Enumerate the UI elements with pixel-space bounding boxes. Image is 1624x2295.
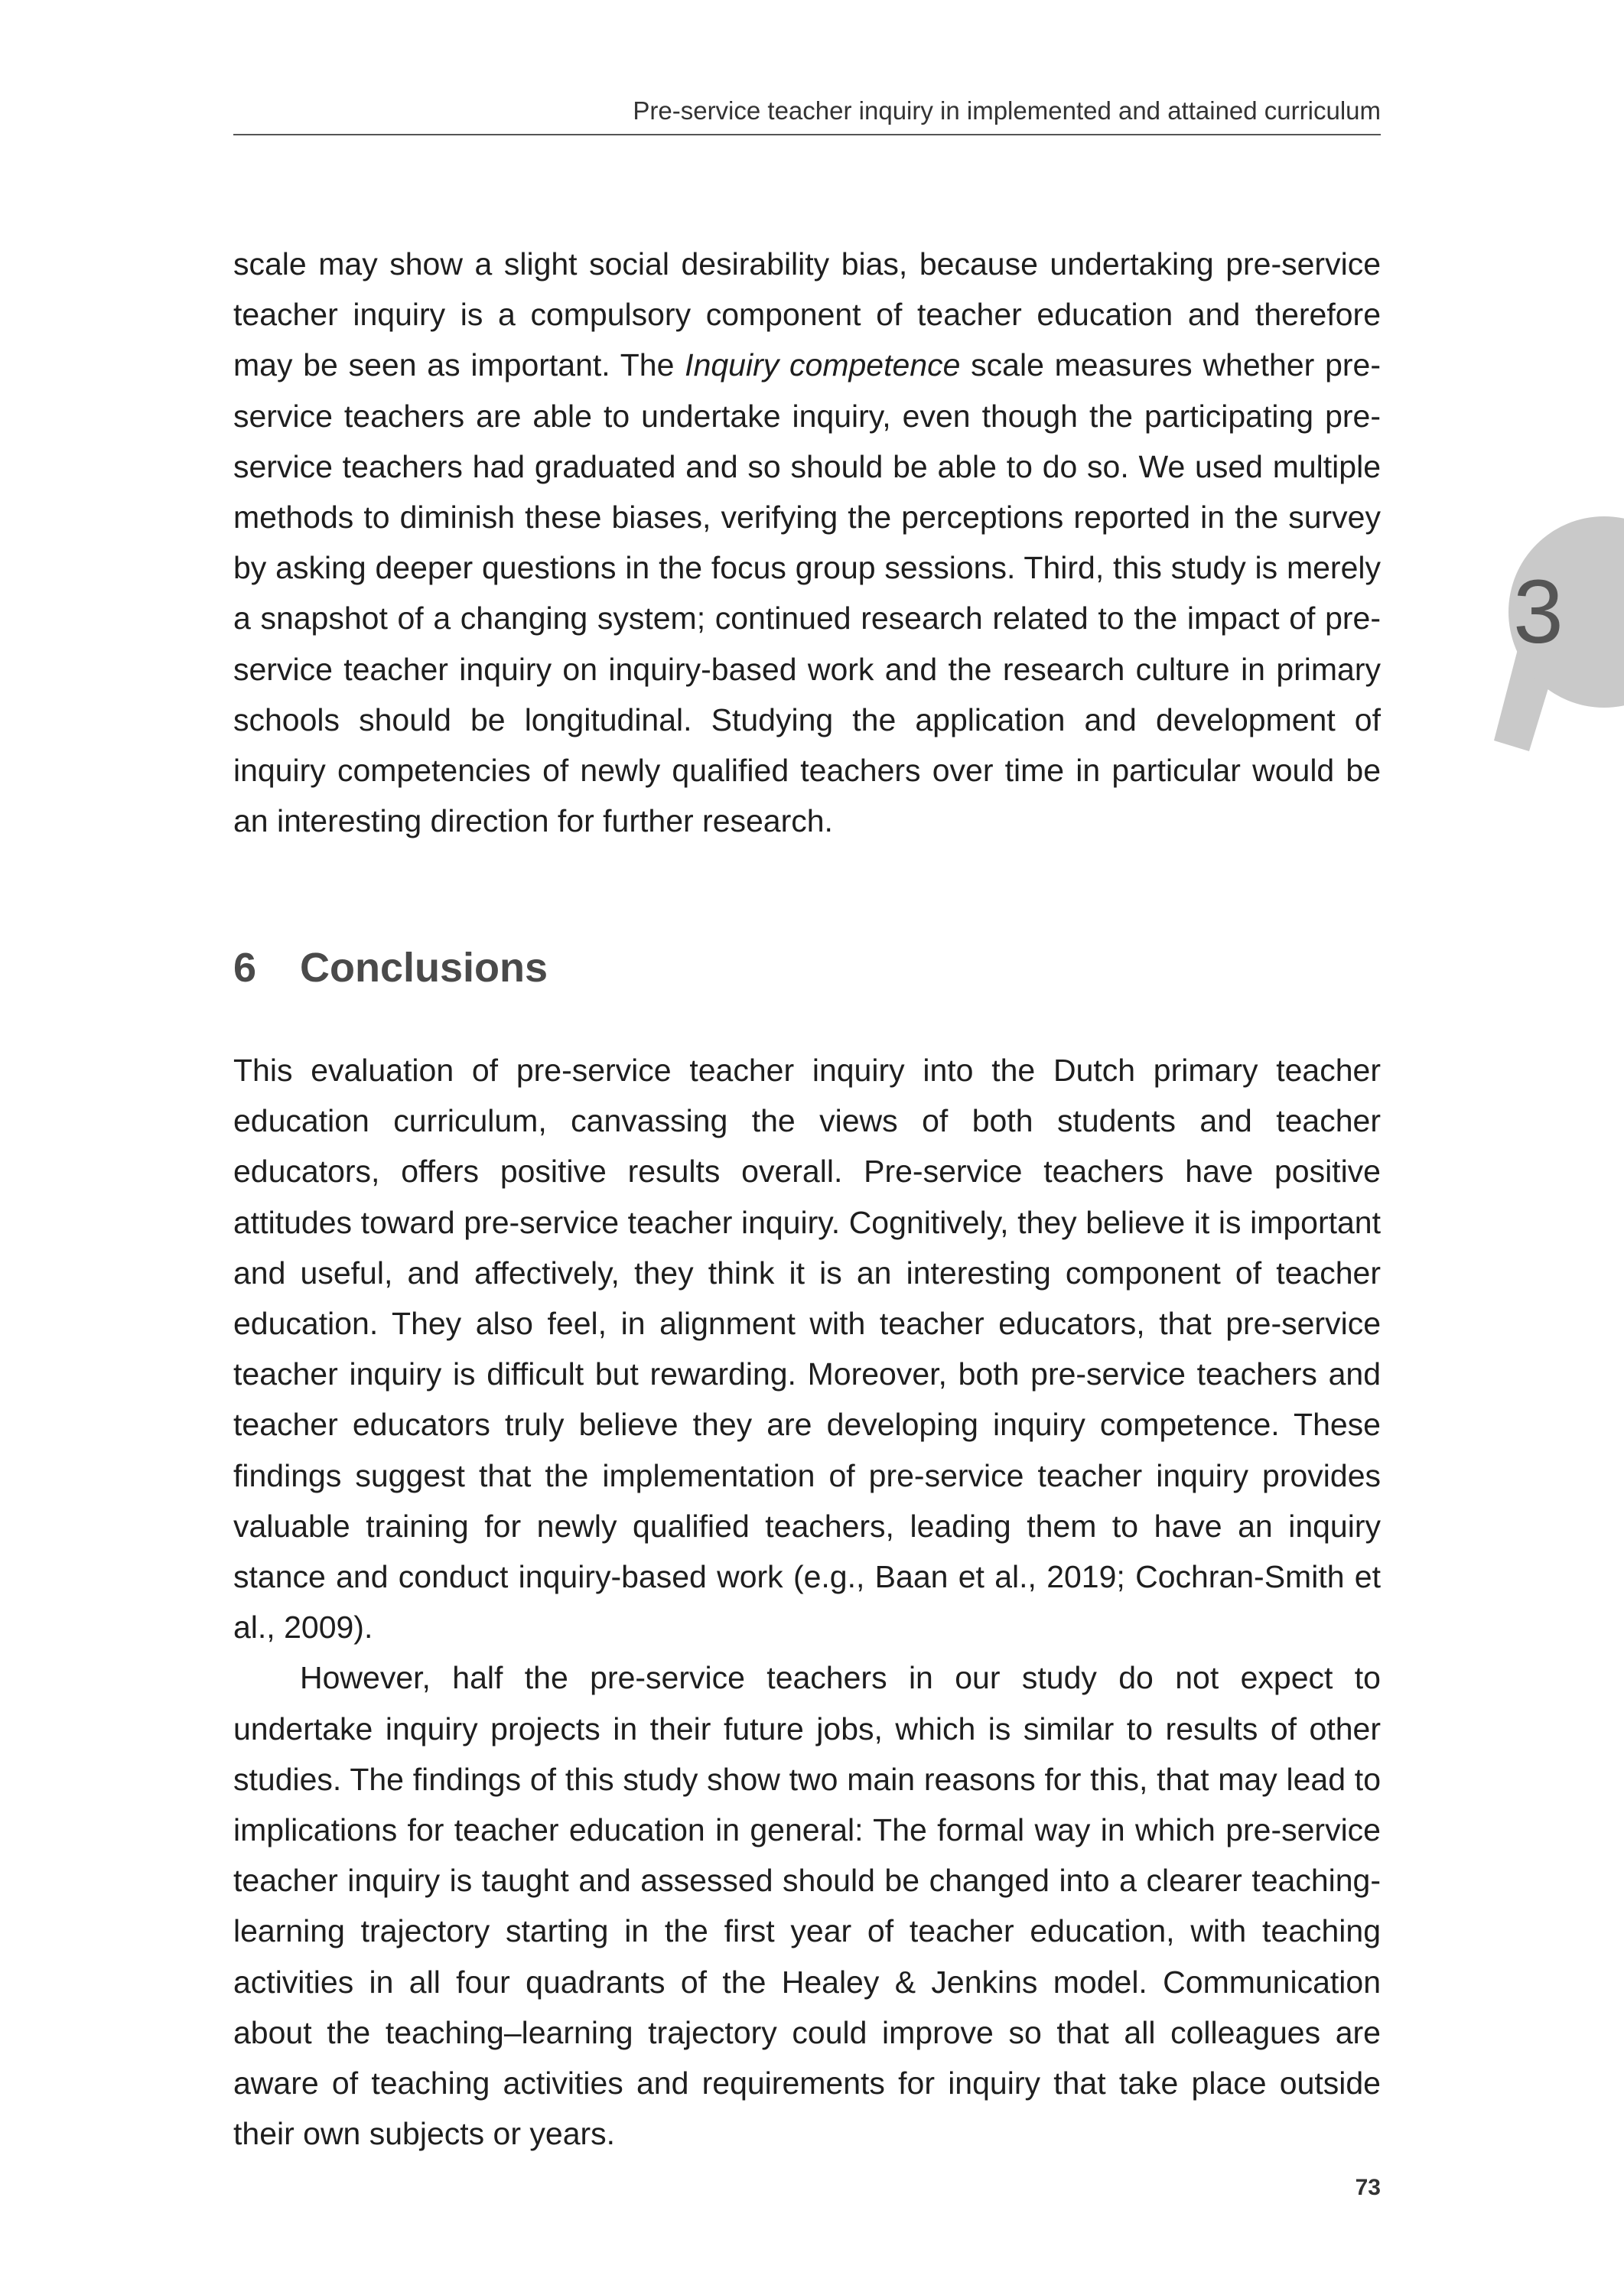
section-heading bbox=[233, 937, 1381, 998]
paragraph-text: scale may show a slight social desirability bias, because undertaking pre-service teacher inquiry is a compulsory component of teacher education and therefore may be seen as important. The bbox=[233, 246, 1381, 383]
paragraph: This evaluation of pre-service teacher inquiry into the Dutch primary teacher education curriculum, canvassing the views of both students and teacher educators, offers positive results overall. Pre-service teachers have positive attitudes toward pre-service teacher inquiry. Cognitively, they believe it is important and useful, and affectively, they think it is an interesting component of teacher education. They also feel, in alignment with teacher educators, that pre-service teacher inquiry is difficult but rewarding. Moreover, both pre-service teachers and teacher educators truly believe they are developing inquiry competence. These findings suggest that the implementation of pre-service teacher inquiry provides valuable training for newly qualified teachers, leading them to have an inquiry stance and conduct inquiry-based work (e.g., Baan et al., 2019; Cochran-Smith et al., 2009). bbox=[233, 1053, 1381, 1646]
running-header: Pre-service teacher inquiry in implemented and attained curriculum bbox=[633, 96, 1381, 125]
header-rule bbox=[233, 134, 1381, 135]
section-title: Conclusions bbox=[300, 945, 548, 991]
paragraph: However, half the pre-service teachers in our study do not expect to undertake inquiry projects in their future jobs, which is similar to results of other studies. The findings of this study show two main reasons for this, that may lead to implications for teacher education in general: The formal way in which pre-service teacher inquiry is taught and assessed should be changed into a clearer teaching-learning trajectory starting in the first year of teacher education, with teaching activities in all four quadrants of the Healey & Jenkins model. Communication about the teaching–learning trajectory could improve so that all colleagues are aware of teaching activities and requirements for inquiry that take place outside their own subjects or years. bbox=[233, 1660, 1381, 2152]
section-number: 6 bbox=[233, 945, 257, 991]
page-number: 73 bbox=[1355, 2175, 1381, 2200]
paragraph-continuation bbox=[233, 239, 1381, 846]
chapter-number: 3 bbox=[1513, 562, 1564, 662]
scale-name-emphasis: Inquiry competence bbox=[685, 347, 961, 383]
paragraph-text: scale measures whether pre-service teachers are able to undertake inquiry, even though the participating pre-service teachers had graduated and so should be able to do so. We used multiple methods to diminish these biases, verifying the perceptions reported in the survey by asking deeper questions in the focus group sessions. Third, this study is merely a snapshot of a changing system; continued research related to the impact of pre-service teacher inquiry on inquiry-based work and the research culture in primary schools should be longitudinal. Studying the application and development of inquiry competencies of newly qualified teachers over time in particular would be an interesting direction for further research. bbox=[233, 347, 1381, 839]
conclusions-body bbox=[233, 1045, 1381, 2159]
